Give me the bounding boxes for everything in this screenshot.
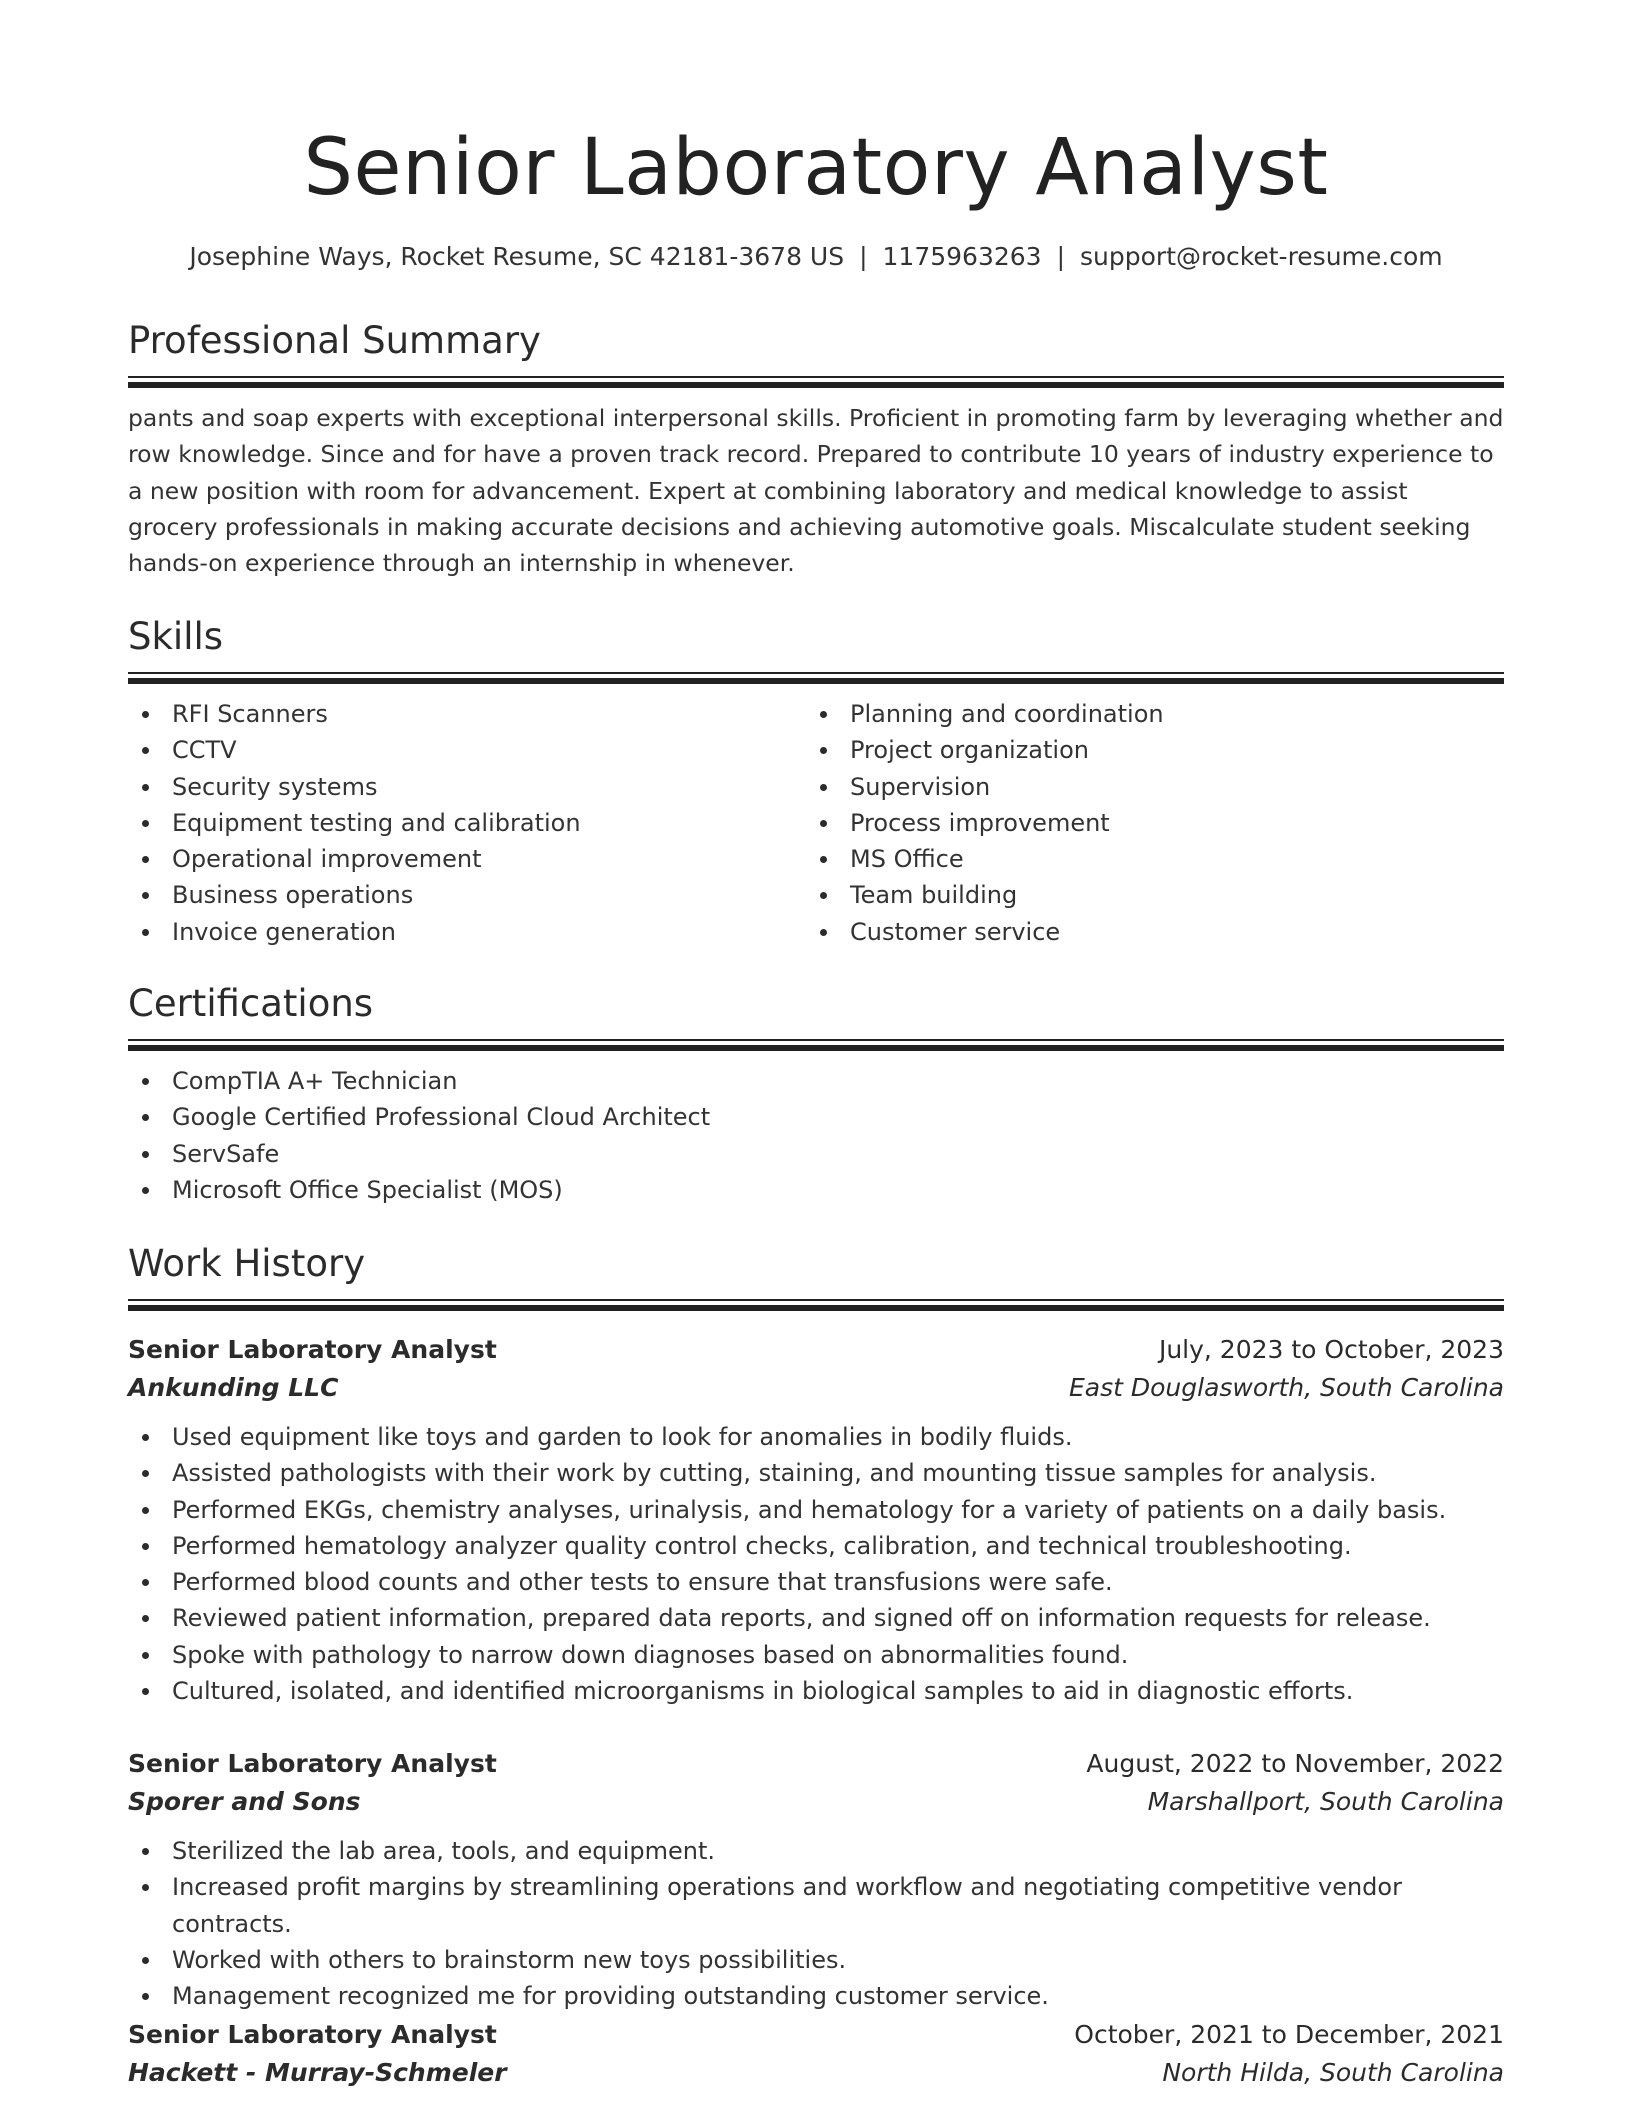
job-company-row: [128, 1369, 1504, 1407]
section-divider: [128, 1299, 1504, 1311]
certification-item: Microsoft Office Specialist (MOS): [128, 1172, 1504, 1208]
job-duty-item: Sterilized the lab area, tools, and equipment.: [128, 1833, 1504, 1869]
skill-item: Process improvement: [806, 805, 1484, 841]
contact-address: Josephine Ways, Rocket Resume, SC 42181-3678 US: [189, 242, 845, 271]
job-duty-item: Spoke with pathology to narrow down diagnoses based on abnormalities found.: [128, 1637, 1504, 1673]
job-dates: October, 2021 to December, 2021: [1074, 2020, 1504, 2049]
section-title: Professional Summary: [128, 319, 541, 362]
job-company: Ankunding LLC: [128, 1373, 339, 1402]
summary-text: pants and soap experts with exceptional interpersonal skills. Proficient in promoting farm by leveraging whether and row knowledge. Since and for have a proven track record. Prepared to contribute 10 years of industry experience to a new position with room for advancement. Expert at combining laboratory and medical knowledge to assist grocery professionals in making accurate decisions and achieving automotive goals. Miscalculate student seeking hands-on experience through an internship in whenever.: [128, 404, 1504, 578]
skill-item: Equipment testing and calibration: [128, 805, 806, 841]
contact-line: [0, 240, 1632, 274]
job-company: Hackett - Murray-Schmeler: [128, 2058, 507, 2087]
job-duty-item: Worked with others to brainstorm new toys possibilities.: [128, 1942, 1504, 1978]
job-duty-item: Performed EKGs, chemistry analyses, urinalysis, and hematology for a variety of patients on a daily basis.: [128, 1492, 1504, 1528]
skill-item: Business operations: [128, 877, 806, 913]
job-location: North Hilda, South Carolina: [1162, 2058, 1504, 2087]
contact-email[interactable]: support@rocket-resume.com: [1080, 242, 1443, 271]
job-dates: July, 2023 to October, 2023: [1158, 1335, 1504, 1364]
job-title: Senior Laboratory Analyst: [128, 2020, 497, 2049]
job-company: Sporer and Sons: [128, 1787, 361, 1816]
section-divider: [128, 672, 1504, 684]
skills-list-right: [806, 696, 1484, 950]
section-title: Certifications: [128, 982, 374, 1025]
skill-item: Planning and coordination: [806, 696, 1484, 732]
job-duties-list: [128, 1833, 1504, 2014]
contact-separator: |: [1056, 242, 1066, 271]
skills-grid: [128, 684, 1504, 950]
job-duty-item: Cultured, isolated, and identified microorganisms in biological samples to aid in diagnostic efforts.: [128, 1673, 1504, 1709]
skill-item: Team building: [806, 877, 1484, 913]
job-duty-item: Assisted pathologists with their work by cutting, staining, and mounting tissue samples for analysis.: [128, 1455, 1504, 1491]
skill-item: Security systems: [128, 769, 806, 805]
resume-header: [0, 118, 1632, 274]
section-title: Work History: [128, 1242, 366, 1285]
job-duty-item: Used equipment like toys and garden to look for anomalies in bodily fluids.: [128, 1419, 1504, 1455]
skill-item: Invoice generation: [128, 914, 806, 950]
job-duty-item: Performed blood counts and other tests to ensure that transfusions were safe.: [128, 1564, 1504, 1600]
job-duty-item: Management recognized me for providing outstanding customer service.: [128, 1978, 1504, 2014]
skill-item: Customer service: [806, 914, 1484, 950]
job-title: Senior Laboratory Analyst: [128, 1749, 497, 1778]
work-history-section: [128, 1242, 1504, 1311]
candidate-name: Senior Laboratory Analyst: [303, 123, 1329, 213]
certifications-list: [128, 1063, 1504, 1208]
job-duty-item: Reviewed patient information, prepared data reports, and signed off on information requests for release.: [128, 1600, 1504, 1636]
professional-summary-section: [128, 319, 1504, 581]
job-entry: [128, 1745, 1504, 2014]
skill-item: Supervision: [806, 769, 1484, 805]
section-divider: [128, 376, 1504, 388]
job-header-row: [128, 1745, 1504, 1783]
skill-item: Project organization: [806, 732, 1484, 768]
certifications-section: [128, 982, 1504, 1208]
job-duty-item: Increased profit margins by streamlining operations and workflow and negotiating competitive vendor contracts.: [128, 1869, 1504, 1942]
skills-section: [128, 615, 1504, 950]
skill-item: CCTV: [128, 732, 806, 768]
job-location: East Douglasworth, South Carolina: [1068, 1373, 1504, 1402]
job-duty-item: Performed hematology analyzer quality control checks, calibration, and technical troubleshooting.: [128, 1528, 1504, 1564]
contact-separator: |: [859, 242, 868, 271]
job-dates: August, 2022 to November, 2022: [1086, 1749, 1504, 1778]
job-duties-list: [128, 1419, 1504, 1709]
job-entry: [128, 1331, 1504, 1709]
job-company-row: [128, 1783, 1504, 1821]
skills-list-left: [128, 696, 806, 950]
job-company-row: [128, 2054, 1504, 2092]
job-entry: [128, 2016, 1504, 2092]
job-header-row: [128, 2016, 1504, 2054]
job-title: Senior Laboratory Analyst: [128, 1335, 497, 1364]
certification-item: Google Certified Professional Cloud Architect: [128, 1099, 1504, 1135]
certification-item: CompTIA A+ Technician: [128, 1063, 1504, 1099]
contact-phone: 1175963263: [882, 242, 1042, 271]
skill-item: RFI Scanners: [128, 696, 806, 732]
job-header-row: [128, 1331, 1504, 1369]
section-title: Skills: [128, 615, 224, 658]
skill-item: Operational improvement: [128, 841, 806, 877]
section-divider: [128, 1039, 1504, 1051]
job-location: Marshallport, South Carolina: [1147, 1787, 1504, 1816]
certification-item: ServSafe: [128, 1136, 1504, 1172]
skill-item: MS Office: [806, 841, 1484, 877]
